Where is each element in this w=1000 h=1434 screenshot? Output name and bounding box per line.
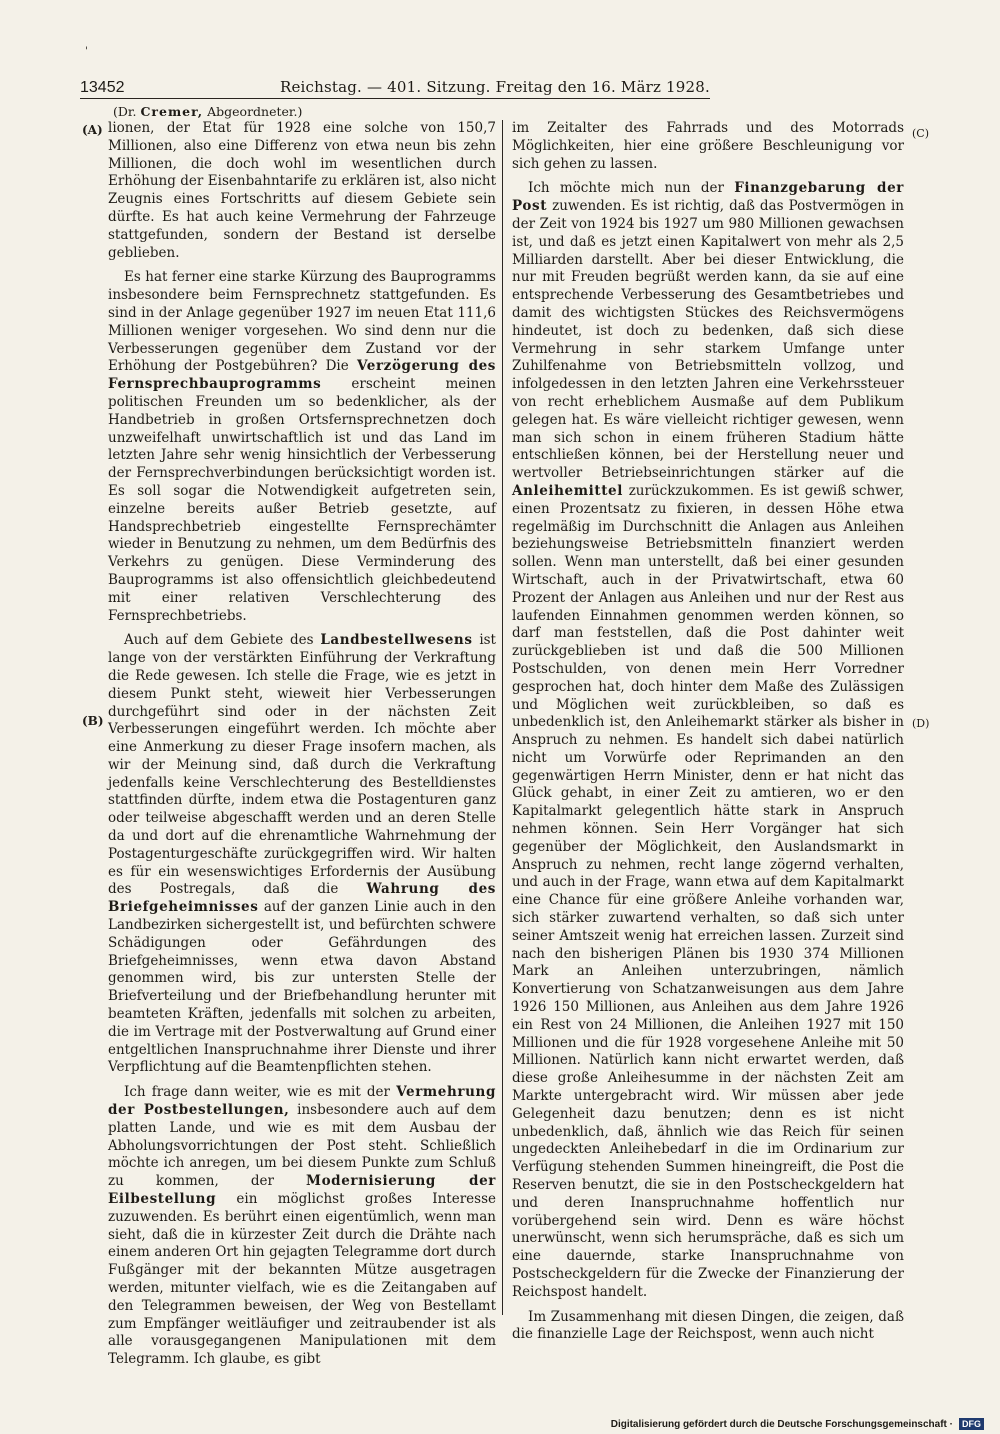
left-paragraph-3 [108,632,496,1077]
text-run: zuwenden. Es ist richtig, daß das Postvermögen in der Zeit von 1924 bis 1927 um 980 Millionen gewachsen ist, und daß es jetzt einen Kapitalwert von mehr als 2,5 Milliarden darstellt. Aber bei dieser Entwicklung, die nur mit Freuden begrüßt werden kann, da sie auf eine entsprechende Verbesserung des Gesamtbetriebes und damit des wichtigsten Stückes des Reichsvermögens hindeutet, ist doch zu bedenken, daß sich diese Vermehrung in sehr starkem Umfange unter Zuhilfenahme von Betriebsmitteln vollzog, und infolgedessen in den letzten Jahren eine Verkehrssteuer von recht erheblichem Ausmaße auf dem Publikum gelegen hat. Es wäre vielleicht richtiger gewesen, wenn man sich schon in einem früheren Stadium hätte entschließen können, bei der Herstellung neuer und wertvoller Betriebseinrichtungen stärker auf die [512,198,904,482]
text-run: ein möglichst großes Interesse zuzuwenden. Es berührt einen eigentümlich, wenn man sieht, daß die in kürzester Zeit durch die Drähte nach einem anderen Ort hin gejagten Telegramme dort durch Fußgänger mit der bekannten Mütze ausgetragen werden, mitunter vielfach, wie es die Zeitangaben auf den Telegrammen beweisen, der Weg von Bestellamt zum Empfänger weitläufiger und zeitraubender ist als alle vorausgegangenen Manipulationen mit dem Telegramm. Ich glaube, es gibt [108,1191,496,1368]
speaker-role: Abgeordneter.) [203,104,303,119]
left-paragraph-4 [108,1084,496,1369]
column-divider [502,120,503,1315]
text-run: ist lange von der verstärkten Einführung der Verkraftung die Rede gewesen. Ich stelle die Frage, wie es jetzt in diesem Punkt steht, wieweit hier Verbesserungen durchgeführt sind oder in der nächsten Zeit Verbesserungen eingeführt werden. Ich möchte aber eine Anmerkung zu dieser Frage insofern machen, als wir der Meinung sind, daß durch die Verkraftung jedenfalls keine Verschlechterung des Bestelldienstes stattfinden dürfte, indem etwa die Postagenturen ganz oder teilweise abgeschafft werden und an deren Stelle da und dort auf die ehrenamtliche Wahrnehmung der Postagenturgeschäfte zurückgegriffen wird. Wir halten es für ein wesenswichtiges Erfordernis der Ausübung des Postregals, daß die [108,632,496,898]
text-run: insbesondere auch auf dem platten Lande, und wie es mit dem Ausbau der Abholungsvorrichtungen der Post steht. Schließlich möchte ich anregen, um bei diesem Punkte zum Schluß zu kommen, der [108,1102,496,1190]
text-run: auf der ganzen Linie auch in den Landbezirken sichergestellt ist, und befürchten schwere Schädigungen oder Gefährdungen des Briefgeheimnisses, wenn etwa davon Abstand genommen wird, bis zur untersten Stelle der Briefverteilung und der Briefbehandlung herunter mit beamteten Kräften, jedenfalls mit solchen zu arbeiten, die im Vertrage mit der Postverwaltung auf Grund einer entgeltlichen Inanspruchnahme ihrer Dienste und ihrer Verpflichtung auf die Beamtenpflichten stehen. [108,899,496,1076]
left-paragraph-1: lionen, der Etat für 1928 eine solche von 150,7 Millionen, also eine Differenz von etwa neun bis zehn Millionen, die doch wohl im wesentlichen durch Erhöhung der Eisenbahntarife zu erklären ist, also nicht Zeugnis eines Fortschritts auf diesem Gebiete sein dürfte. Es hat auch keine Vermehrung der Fahrzeuge stattgefunden, sondern der Bestand ist derselbe geblieben. [108,120,496,261]
header-rule [80,98,710,99]
credit-text: Digitalisierung gefördert durch die Deutsche Forschungsgemeinschaft · [610,1418,953,1430]
dfg-logo: DFG [959,1418,984,1430]
margin-mark: ' [85,46,88,57]
emphasis-finanzgebarung: Finanzgebarung der Post [512,180,905,215]
right-paragraph-1: im Zeitalter des Fahrrads und des Motorrads Möglichkeiten, hier eine größere Beschleunigung vor sich gehen zu lassen. [512,120,904,172]
margin-marker-c: (C) [912,127,929,140]
speaker-line [113,104,302,119]
emphasis-postbestellungen: Vermehrung der Postbestellungen, [108,1084,496,1119]
margin-marker-b: (B) [82,714,104,728]
left-column [108,120,496,1369]
page-header [80,78,710,97]
text-run: zurückzukommen. Es ist gewiß schwer, einen Prozentsatz zu fixieren, in dessen Höhe etwa regelmäßig im Durchschnitt die Anlagen aus Anleihen beziehungsweise Betriebsmitteln finanziert werden sollen. Wenn man unterstellt, daß bei einer gesunden Wirtschaft, auch in der Privatwirtschaft, etwa 60 Prozent der Anlagen aus Anleihen und nur der Rest aus laufenden Einnahmen genommen werden können, so darf man feststellen, daß die Post dahinter weit zurückgeblieben ist und daß die 500 Millionen Postschulden, von denen mein Herr Vorredner gesprochen hat, doch hinter dem Maße des Zulässigen und Möglichen weit zurückbleiben, so daß es unbedenklich ist, den Anleihemarkt stärker als bisher in Anspruch zu nehmen. Es handelt sich dabei natürlich nicht um Vorwürfe oder Reprimanden an den gegenwärtigen Herrn Minister, denn er hat nicht das Glück gehabt, in einer Zeit zu amtieren, wo er den Kapitalmarkt gelegentlich hätte stark in Anspruch nehmen können. Sein Herr Vorgänger hat sich gegenüber der Möglichkeit, den Auslandsmarkt in Anspruch zu nehmen, recht lange zögernd verhalten, und auch in der Frage, wann etwa auf dem Kapitalmarkt eine Chance für eine größere Anleihe vorhanden war, sich stärker zuwartend verhalten, so daß sich unter seiner Amtszeit wenig hat erreichen lassen. Zurzeit sind nach den bisherigen Plänen bis 1930 374 Millionen Mark an Anleihen unterzubringen, nämlich Konvertierung von Schatzanweisungen aus dem Jahre 1926 150 Millionen, aus Anleihen aus dem Jahre 1926 ein Rest von 24 Millionen, die Anleihen 1927 mit 150 Millionen und die für 1928 vorgesehene Anleihe mit 50 Millionen. Natürlich kann nicht erwartet werden, daß diese große Anleihesumme in der nächsten Zeit am Markte untergebracht wird. Wir müssen aber jede Gelegenheit dazu benutzen; denn es ist nicht unbedenklich, daß, ähnlich wie das Reich für seinen ungedeckten Anleihebedarf in die im Ordinarium zur Verfügung stehenden Summen hineingreift, die Post die Reserven benutzt, die sie in den Postscheckgeldern hat und deren Inanspruchnahme hoffentlich nur vorübergehend sein wird. Denn es wäre höchst unerwünscht, wenn sich herumspräche, daß es sich um eine dauernde, starke Inanspruchnahme von Postscheckgeldern für die Zwecke der Finanzierung der Reichspost handelt. [512,482,904,1300]
text-run: Ich möchte mich nun der [528,180,735,197]
text-run: erscheint meinen politischen Freunden um so bedenklicher, als der Handbetrieb in großen Ortsfernsprechnetzen doch unzweifelhaft unwirtschaftlich ist und das Land im letzten Jahre sehr wenig hinsichtlich der Verbesserung der Fernsprechverbindungen berücksichtigt worden ist. Es soll sogar die Notwendigkeit aufgetreten sein, einzelne bereits außer Betrieb gesetzte, auf Handsprechbetrieb eingestellte Fernsprechämter wieder in Benutzung zu nehmen, um dem Bedürfnis des Verkehrs zu genügen. Diese Verminderung des Bauprogramms ist also offensichtlich gleichbedeutend mit einer relativen Verschlechterung des Fernsprechbetriebs. [108,376,496,624]
text-run: Auch auf dem Gebiete des [124,632,321,649]
text-run: Ich frage dann weiter, wie es mit der [124,1084,397,1101]
emphasis-anleihemittel: Anleihemittel [512,482,623,499]
speaker-name: Cremer, [140,104,204,119]
left-paragraph-2 [108,269,496,625]
right-paragraph-2 [512,180,904,1301]
emphasis-landbestellwesen: Landbestellwesens [320,632,473,649]
margin-marker-d: (D) [912,717,930,730]
page-number: 13452 [80,79,125,96]
speaker-open: (Dr. [113,104,141,119]
digitization-credit [611,1418,984,1430]
running-title: Reichstag. — 401. Sitzung. Freitag den 16. März 1928. [279,78,710,96]
text-run: Es hat ferner eine starke Kürzung des Bauprogramms insbesondere beim Fernsprechnetz stattgefunden. Es sind in der Anlage gegenüber 1927 im neuen Etat 111,6 Millionen weniger vorgesehen. Wo sind denn nur die Verbesserungen gegenüber dem Zustand vor der Erhöhung der Postgebühren? Die [108,269,496,375]
margin-marker-a: (A) [82,123,103,137]
right-paragraph-3: Im Zusammenhang mit diesen Dingen, die zeigen, daß die finanzielle Lage der Reichspost, wenn auch nicht [512,1308,904,1343]
emphasis-briefgeheimnis: Wahrung des Briefgeheimnisses [108,881,496,916]
emphasis-fernsprech: Verzögerung des Fernsprechbauprogramms [108,358,496,393]
emphasis-eilbestellung: Modernisierung der Eilbestellung [108,1173,496,1208]
right-column [512,120,904,1344]
